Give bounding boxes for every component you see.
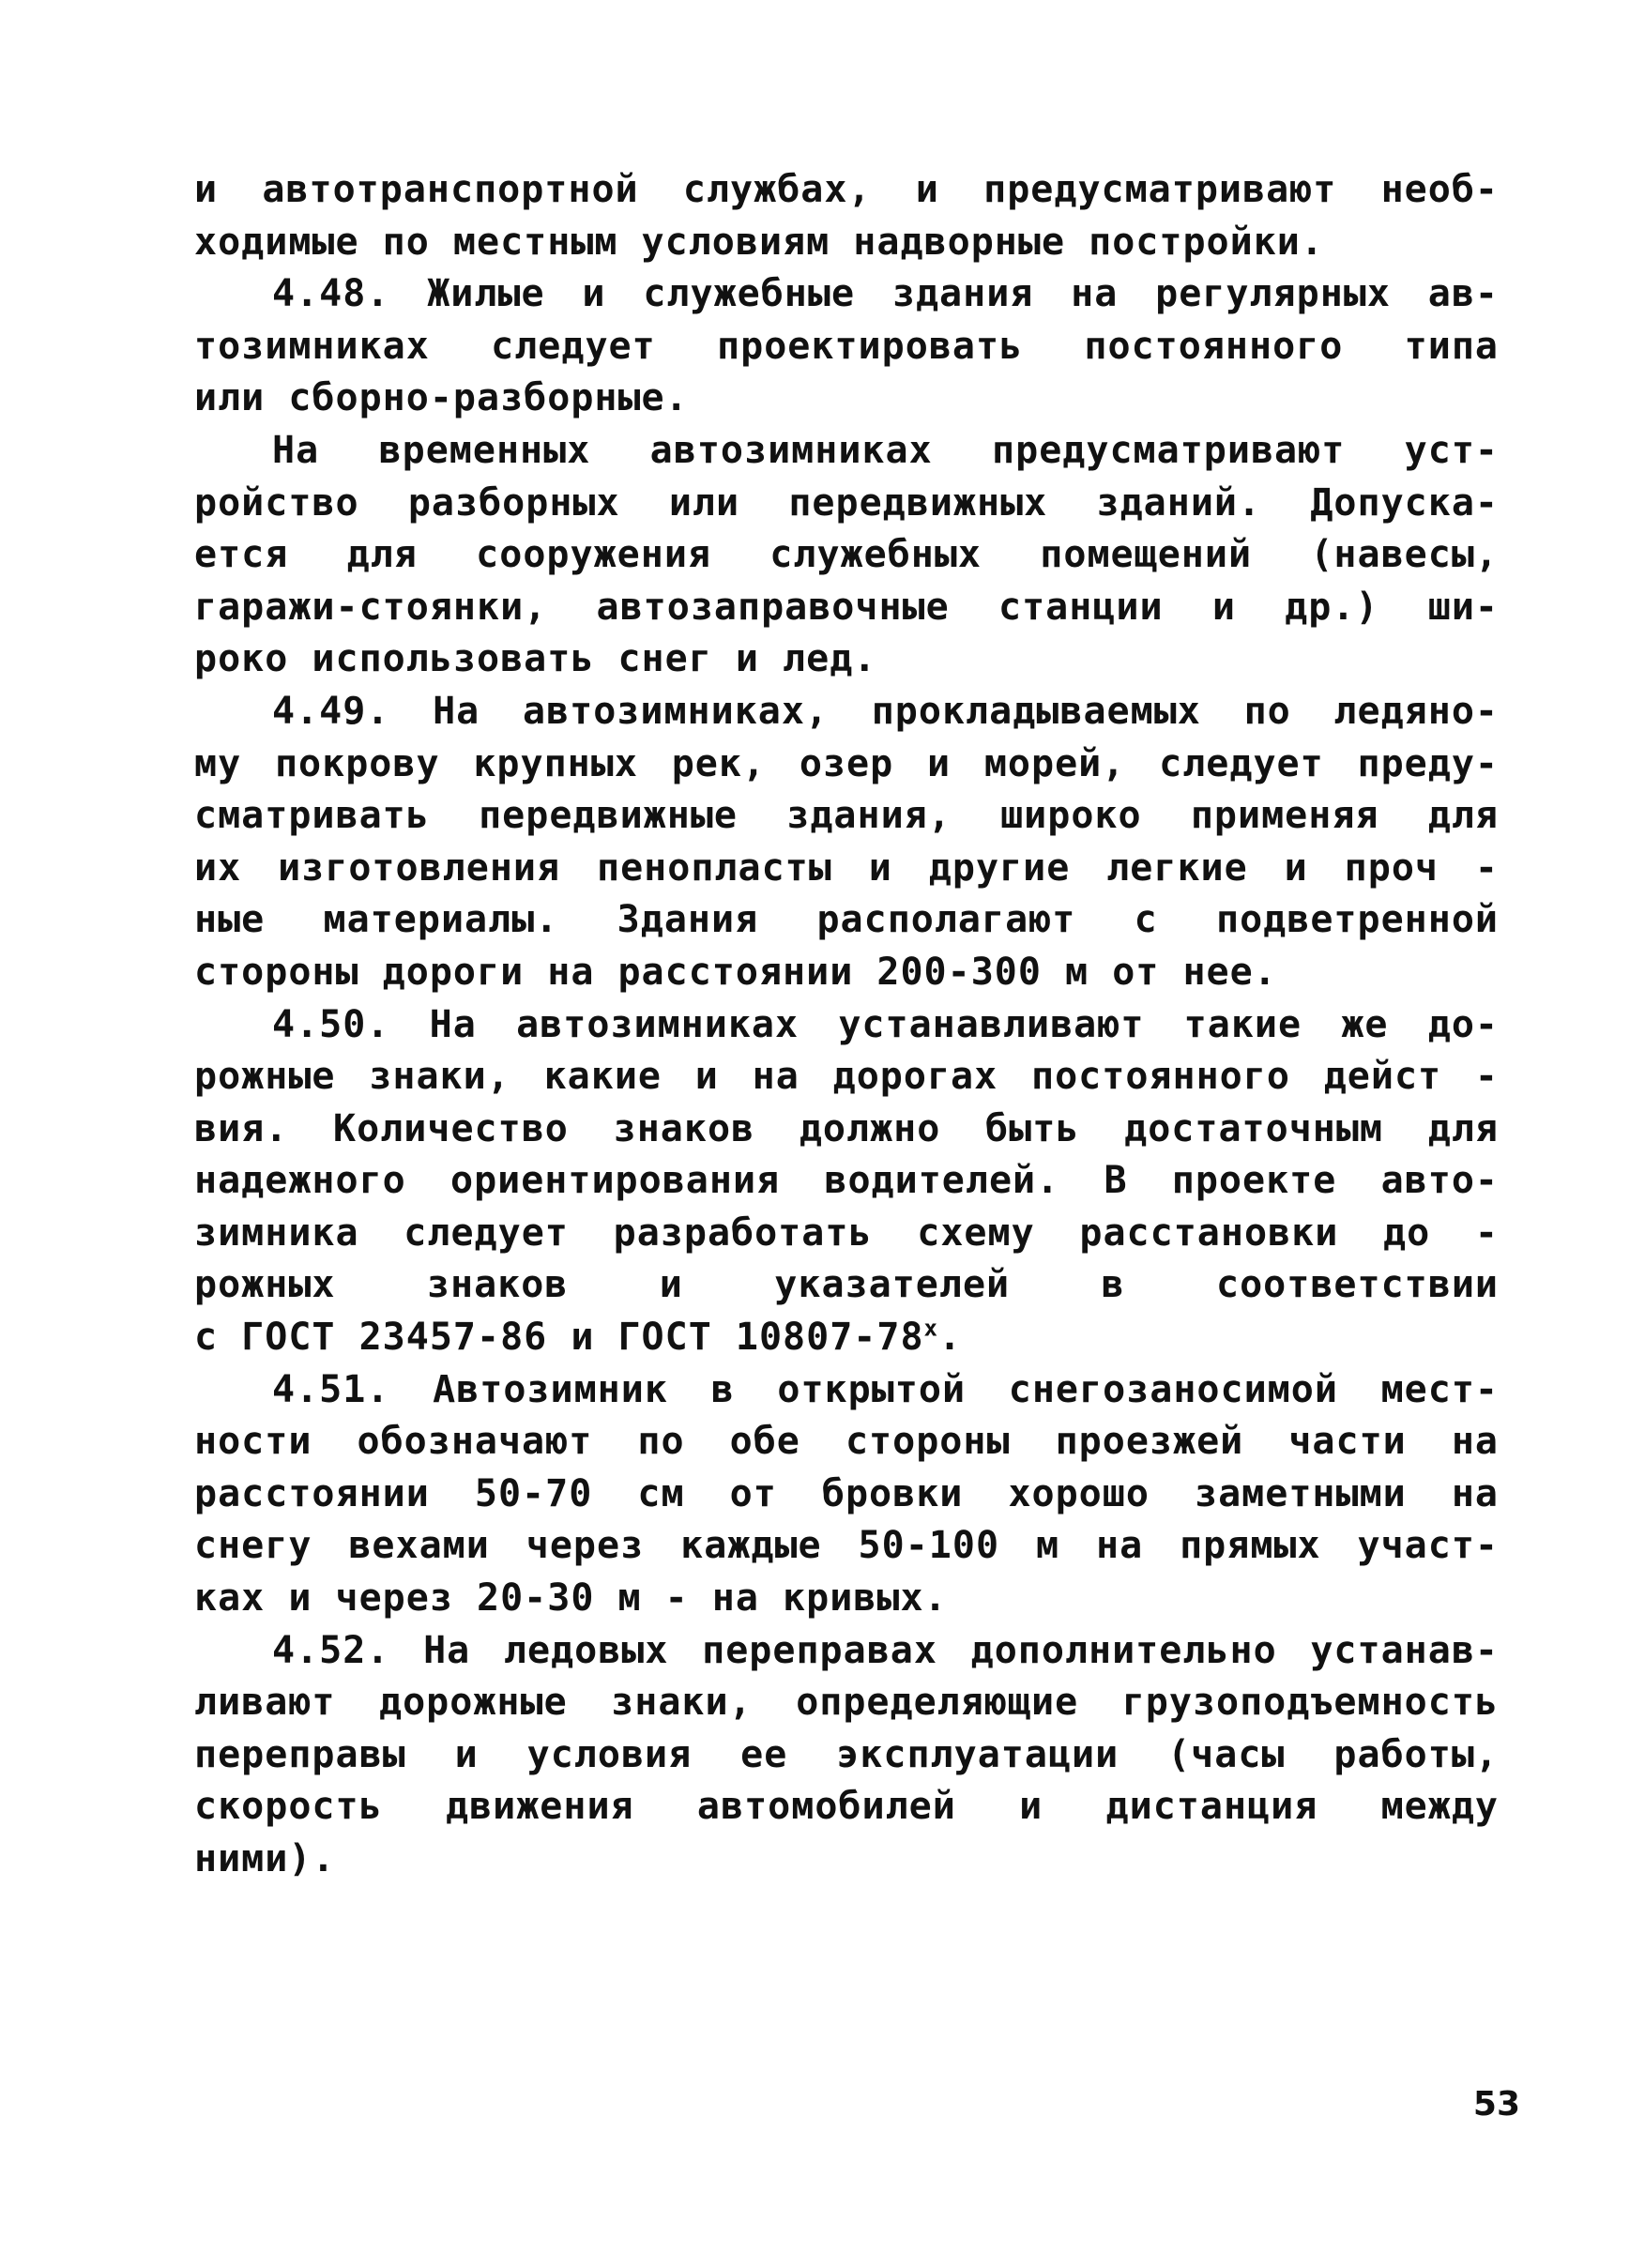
- text-line: расстоянии 50-70 см от бровки хорошо заметными на: [194, 1471, 1499, 1515]
- text-line: переправы и условия ее эксплуатации (часы работы,: [194, 1732, 1499, 1776]
- gost-reference-text: с ГОСТ 23457-86 и ГОСТ 10807-78: [194, 1316, 924, 1360]
- page-number: 53: [1472, 2085, 1520, 2123]
- text-line: тозимниках следует проектировать постоянного типа: [194, 324, 1499, 368]
- body-text: [194, 164, 1499, 1886]
- text-line: ках и через 20-30 м - на кривых.: [194, 1576, 948, 1621]
- paragraph-4-50-line: 4.50. На автозимниках устанавливают такие же до-: [272, 1002, 1499, 1046]
- paragraph-4-51-line: 4.51. Автозимник в открытой снегозаносимой мест-: [272, 1367, 1499, 1411]
- text-line: и автотранспортной службах, и предусматривают необ-: [194, 168, 1499, 211]
- text-line: стороны дороги на расстоянии 200-300 м от нее.: [194, 950, 1277, 994]
- text-line: ные материалы. Здания располагают с подветренной: [194, 898, 1499, 942]
- text-line: ности обозначают по обе стороны проезжей части на: [194, 1420, 1499, 1464]
- text-line: ходимые по местным условиям надворные постройки.: [194, 220, 1324, 264]
- text-line: надежного ориентирования водителей. В проекте авто-: [194, 1159, 1499, 1203]
- text-line: рожные знаки, какие и на дорогах постоянного дейст -: [194, 1055, 1499, 1099]
- text-line: или сборно-разборные.: [194, 376, 689, 420]
- text-line: их изготовления пенопласты и другие легкие и проч -: [194, 845, 1499, 890]
- text-line: ними).: [194, 1837, 336, 1880]
- text-line: ется для сооружения служебных помещений (навесы,: [194, 533, 1499, 577]
- gost-reference-line: [194, 1312, 1499, 1364]
- text-line: ливают дорожные знаки, определяющие грузоподъемность: [194, 1681, 1499, 1725]
- paragraph-4-49-line: 4.49. На автозимниках, прокладываемых по ледяно-: [272, 689, 1499, 733]
- text-line: роко использовать снег и лед.: [194, 637, 877, 681]
- text-line: ройство разборных или передвижных зданий. Допуска-: [194, 480, 1499, 525]
- gost-reference-suffix: .: [938, 1316, 963, 1360]
- text-line: скорость движения автомобилей и дистанция между: [194, 1785, 1499, 1829]
- paragraph-4-48-line: 4.48. Жилые и служебные здания на регулярных ав-: [272, 272, 1499, 316]
- text-line: гаражи-стоянки, автозаправочные станции и др.) ши-: [194, 585, 1499, 629]
- text-line: На временных автозимниках предусматривают уст-: [272, 428, 1499, 472]
- text-line: рожных знаков и указателей в соответствии: [194, 1263, 1499, 1307]
- text-line: вия. Количество знаков должно быть достаточным для: [194, 1106, 1499, 1150]
- text-line: му покрову крупных рек, озер и морей, следует преду-: [194, 741, 1499, 785]
- text-line: сматривать передвижные здания, широко применяя для: [194, 794, 1499, 838]
- text-line: снегу вехами через каждые 50-100 м на прямых участ-: [194, 1524, 1499, 1568]
- gost-superscript: x: [923, 1315, 938, 1342]
- text-line: зимника следует разработать схему расстановки до -: [194, 1210, 1499, 1255]
- paragraph-4-52-line: 4.52. На ледовых переправах дополнительно устанав-: [272, 1628, 1499, 1672]
